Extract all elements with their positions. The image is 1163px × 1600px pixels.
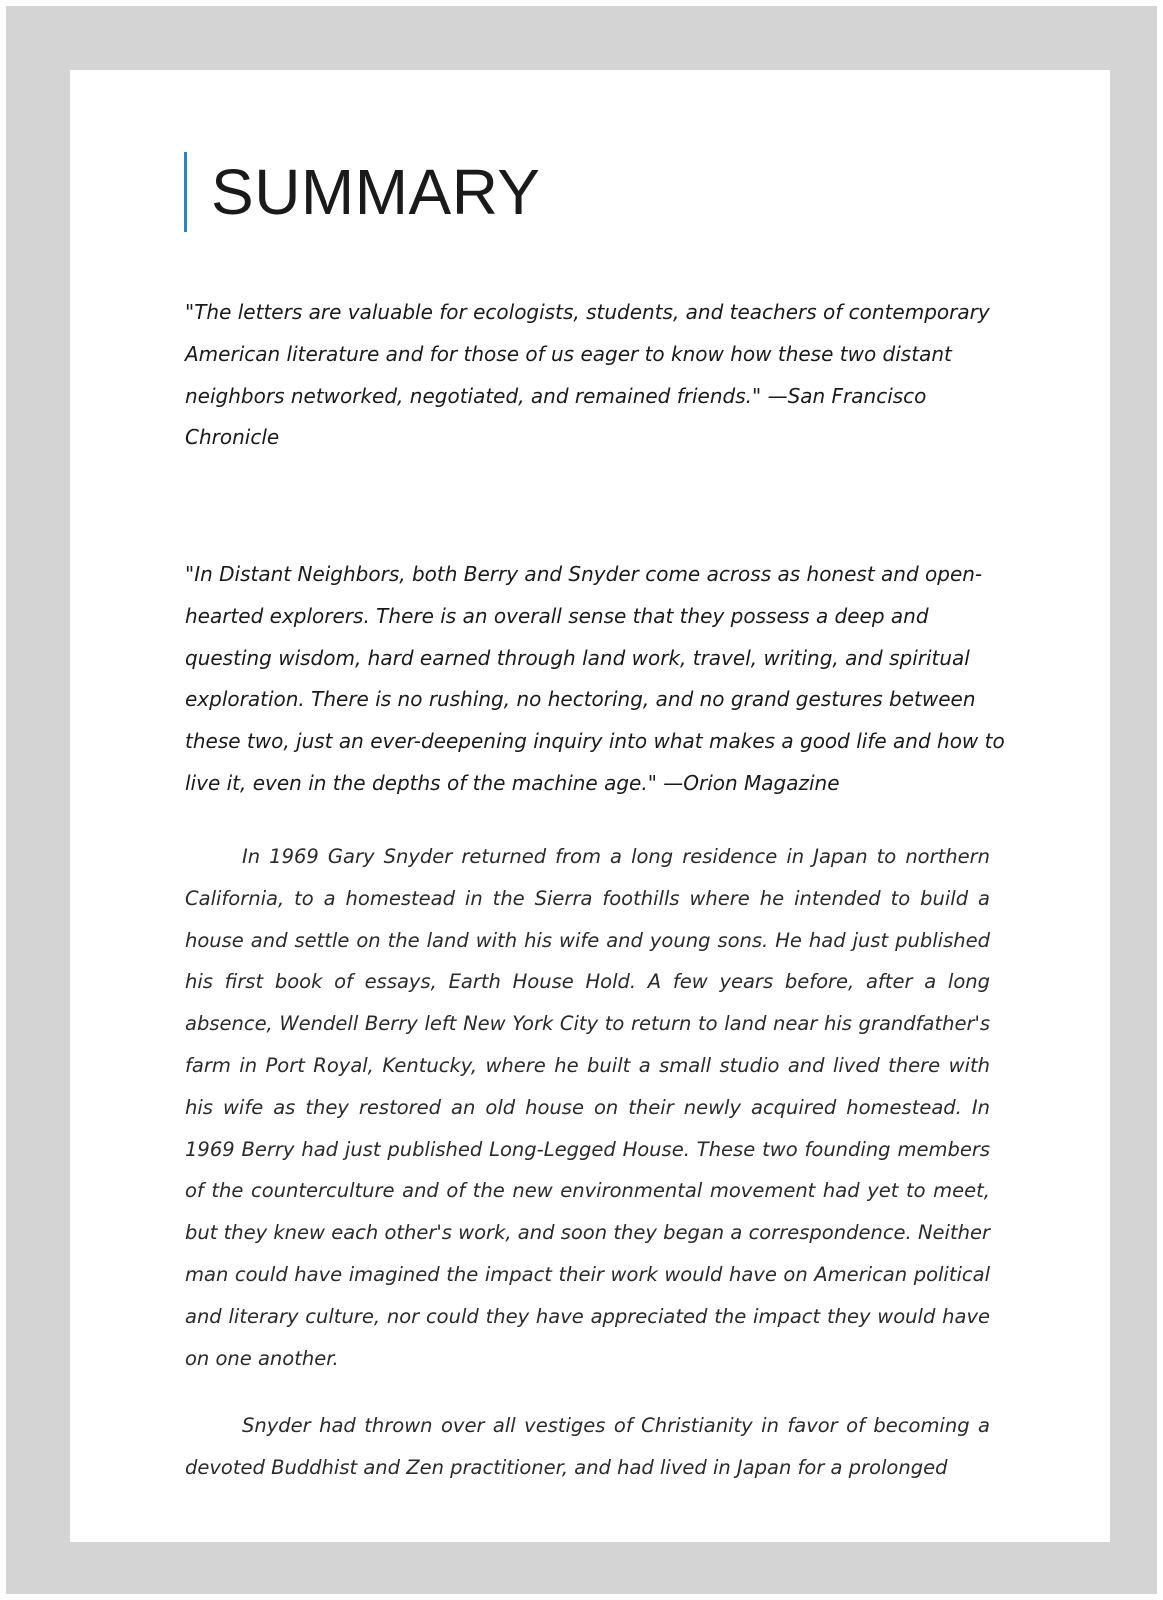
page-frame	[6, 6, 1157, 1594]
body-paragraph-1: In 1969 Gary Snyder returned from a long residence in Japan to northern California, to a homestead in the Sierra foothills where he intended to build a house and settle on the land with his wife and young sons. He had just published his first book of essays, Earth House Hold. A few years before, after a long absence, Wendell Berry left New York City to return to land near his grandfather's farm in Port Royal, Kentucky, where he built a small studio and lived there with his wife as they restored an old house on their newly acquired homestead. In 1969 Berry had just published Long-Legged House. These two founding members of the counterculture and of the new environmental movement had yet to meet, but they knew each other's work, and soon they began a correspondence. Neither man could have imagined the impact their work would have on American political and literary culture, nor could they have appreciated the impact they would have on one another.	[185, 845, 990, 1370]
page-title: SUMMARY	[211, 156, 541, 228]
document-page	[70, 70, 1110, 1542]
body-paragraph-2: Snyder had thrown over all vestiges of Christianity in favor of becoming a devoted Buddhist and Zen practitioner, and had lived in Japan for a prolonged	[185, 1414, 990, 1479]
review-quote-1: "The letters are valuable for ecologists, students, and teachers of contemporary American literature and for those of us eager to know how these two distant neighbors networked, negotiated, and remained friends." —San Francisco Chronicle	[185, 300, 990, 450]
title-block	[184, 152, 540, 232]
review-quote-2: "In Distant Neighbors, both Berry and Snyder come across as honest and open-hearted explorers. There is an overall sense that they possess a deep and questing wisdom, hard earned through land work, travel, writing, and spiritual exploration. There is no rushing, no hectoring, and no grand gestures between these two, just an ever-deepening inquiry into what makes a good life and how to live it, even in the depths of the machine age." —Orion Magazine	[185, 562, 1005, 795]
